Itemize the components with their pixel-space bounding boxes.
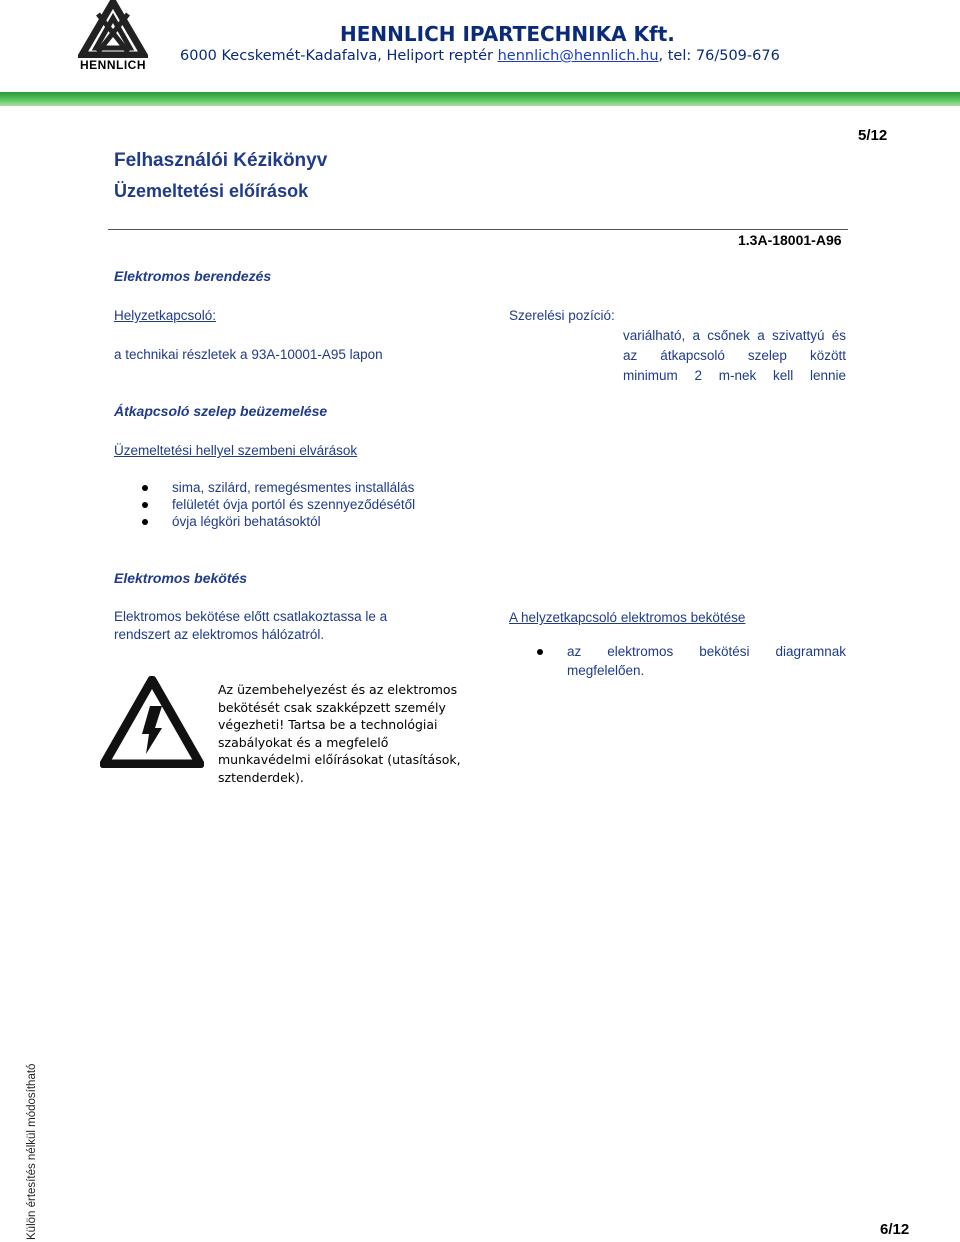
warning-text (218, 681, 461, 786)
position-switch-label: Helyzetkapcsoló: (114, 308, 217, 323)
side-note: Külön értesítés nélkül módosítható (26, 1063, 38, 1240)
bullet-dot (142, 502, 148, 508)
wiring-right-item (567, 642, 846, 680)
bullet-dot (537, 649, 543, 655)
mounting-line: minimum 2 m-nek kell lennie (623, 368, 846, 383)
bullet-dot (142, 519, 148, 525)
wiring-right-heading: A helyzetkapcsoló elektromos bekötése (509, 610, 746, 625)
wiring-line: rendszert az elektromos hálózatról. (114, 627, 325, 642)
wiring-heading: Elektromos bekötés (114, 570, 248, 586)
document-number: 1.3A-18001-A96 (738, 232, 842, 248)
position-switch-text: a technikai részletek a 93A-10001-A95 lapon (114, 347, 383, 362)
wiring-left-text (114, 608, 387, 644)
header-rule (108, 229, 848, 230)
logo-text: HENNLICH (80, 58, 146, 72)
commissioning-heading: Átkapcsoló szelep beüzemelése (114, 403, 328, 419)
warning-line: sztenderdek). (218, 769, 304, 785)
company-address (180, 48, 780, 64)
address-text: 6000 Kecskemét-Kadafalva, Heliport reptér (180, 48, 493, 64)
section-electric-heading: Elektromos berendezés (114, 268, 272, 284)
document-subtitle: Üzemeltetési előírások (114, 181, 309, 201)
warning-line: végezheti! Tartsa be a technológiai (218, 717, 438, 732)
list-item: sima, szilárd, remegésmentes installálás (172, 480, 415, 495)
company-name: HENNLICH IPARTECHNIKA Kft. (340, 22, 675, 46)
warning-line: Az üzembehelyezést és az elektromos (218, 682, 458, 697)
wiring-right-line: megfelelően. (567, 663, 645, 678)
warning-line: szabályokat és a megfelelő (218, 734, 389, 750)
mounting-line: az átkapcsoló szelep között (623, 348, 846, 363)
mounting-text (623, 326, 846, 386)
bullet-dot (142, 485, 148, 491)
phone-text: , tel: 76/509-676 (658, 48, 780, 64)
commissioning-subheading: Üzemeltetési hellyel szembeni elvárások (114, 443, 358, 458)
mounting-line: variálható, a csőnek a szivattyú és (623, 328, 846, 343)
list-item: óvja légköri behatásoktól (172, 514, 321, 529)
header-band (0, 92, 960, 106)
wiring-right-line: az elektromos bekötési diagramnak (567, 644, 846, 659)
list-item: felületét óvja portól és szennyeződésétől (172, 497, 416, 512)
warning-line: munkavédelmi előírásokat (utasítások, (218, 752, 461, 767)
email-link[interactable]: hennlich@hennlich.hu (497, 48, 659, 64)
page-number-bottom: 6/12 (880, 1221, 910, 1238)
page-number-top: 5/12 (858, 127, 888, 144)
warning-line: bekötését csak szakképzett személy (218, 699, 446, 715)
high-voltage-warning-icon (100, 676, 204, 773)
document-title: Felhasználói Kézikönyv (114, 150, 328, 171)
wiring-line: Elektromos bekötése előtt csatlakoztassa le a (114, 609, 388, 624)
mounting-label: Szerelési pozíció: (509, 308, 615, 323)
